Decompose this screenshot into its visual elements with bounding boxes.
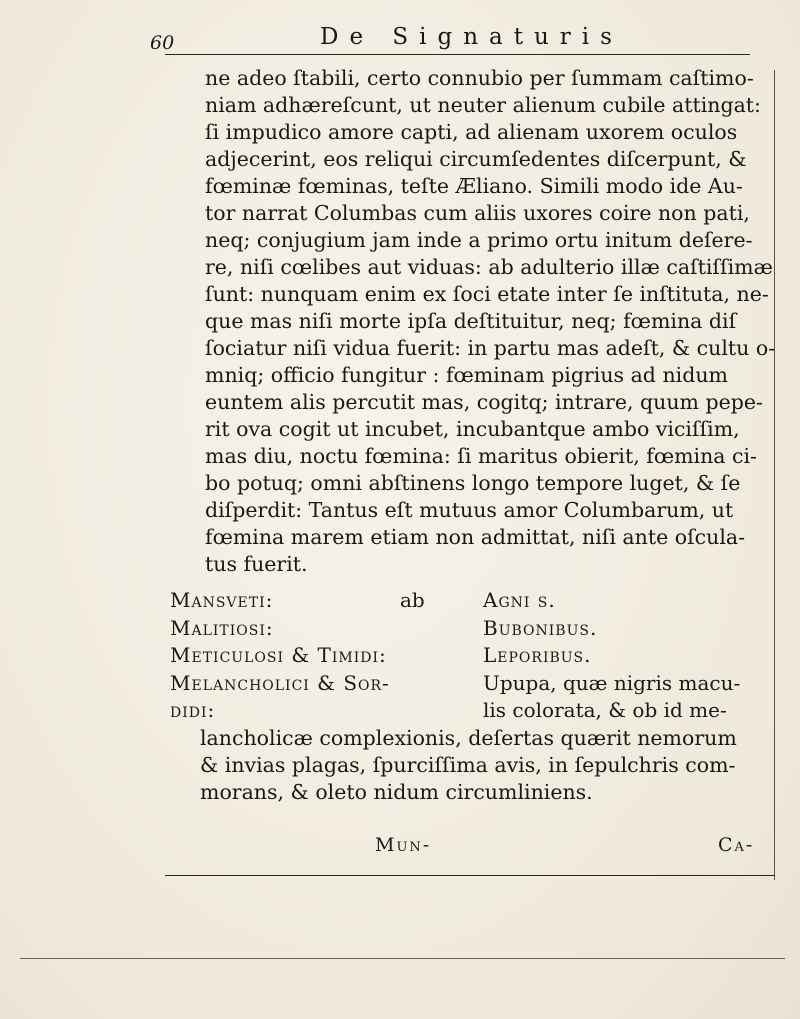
text-line: fœminæ fœminas, teſte Æliano. Simili modo ide Au- [205,174,743,198]
text-line: ſi impudico amore capti, ad alienam uxorem oculos [205,120,738,144]
list-row [170,642,770,670]
list-connector: ab [400,588,425,612]
signature-list [170,587,770,725]
list-right-item: Bubonibus. [483,615,598,640]
list-right-item: Upupa, quæ nigris macu- [483,670,741,695]
right-margin-rule [774,70,775,880]
text-line: & invias plagas, ſpurciſſima avis, in ſepulchris com- [200,753,736,777]
text-line: bo potuq; omni abſtinens longo tempore luget, & ſe [205,471,741,495]
body-paragraph [205,65,776,578]
text-line: diſperdit: Tantus eſt mutuus amor Columbarum, ut [205,498,734,522]
text-line: re, niſi cœlibes aut viduas: ab adulterio illæ caſtiſſimæ [205,255,773,279]
text-line: fœmina marem etiam non admittat, niſi ante oſcula- [205,525,746,549]
page-edge-line [20,958,785,959]
text-line: mniq; officio fungitur : fœminam pigrius ad nidum [205,363,728,387]
list-right-item: lis colorata, & ob id me- [483,698,727,722]
bottom-rule [165,875,775,876]
list-row [170,670,770,698]
list-row [170,587,770,615]
list-left-item: Mansveti: [170,588,274,612]
tail-paragraph [200,725,770,806]
list-left-item: didi: [170,698,216,722]
text-line: que mas niſi morte ipſa deſtituitur, neq; fœmina diſ [205,309,737,333]
list-left-item: Meticulosi & Timidi: [170,643,387,667]
text-line: niam adhæreſcunt, ut neuter alienum cubile attingat: [205,93,761,117]
text-line: morans, & oleto nidum circumliniens. [200,780,593,804]
header-rule [165,54,750,55]
running-title: De Signaturis [320,24,623,50]
text-line: ſunt: nunquam enim ex ſoci etate inter ſe inſtituta, ne- [205,282,769,306]
text-line: lancholicæ complexionis, deſertas quærit nemorum [200,726,737,750]
text-line: tus fuerit. [205,552,308,576]
text-line: ſociatur niſi vidua fuerit: in partu mas adeſt, & cultu o- [205,336,776,360]
text-line: euntem alis percutit mas, cogitq; intrare, quum pepe- [205,390,763,414]
page-number: 60 [150,32,175,54]
list-right-item: Agni s. [483,588,556,612]
catchword-right: Ca- [718,834,755,856]
list-left-item: Melancholici & Sor- [170,670,390,695]
text-line: neq; conjugium jam inde a primo ortu initum deſere- [205,228,753,252]
list-row [170,697,770,725]
catchword-left: Mun- [375,834,432,856]
text-line: mas diu, noctu fœmina: ſi maritus obierit, fœmina ci- [205,444,757,468]
list-row [170,615,770,643]
text-line: rit ova cogit ut incubet, incubantque ambo viciſſim, [205,417,740,441]
text-line: tor narrat Columbas cum aliis uxores coire non pati, [205,201,750,225]
text-line: ne adeo ſtabili, certo connubio per ſummam caſtimo- [205,66,754,90]
list-left-item: Malitiosi: [170,615,274,640]
list-right-item: Leporibus. [483,643,592,667]
text-line: adjecerint, eos reliqui circumſedentes diſcerpunt, & [205,147,747,171]
